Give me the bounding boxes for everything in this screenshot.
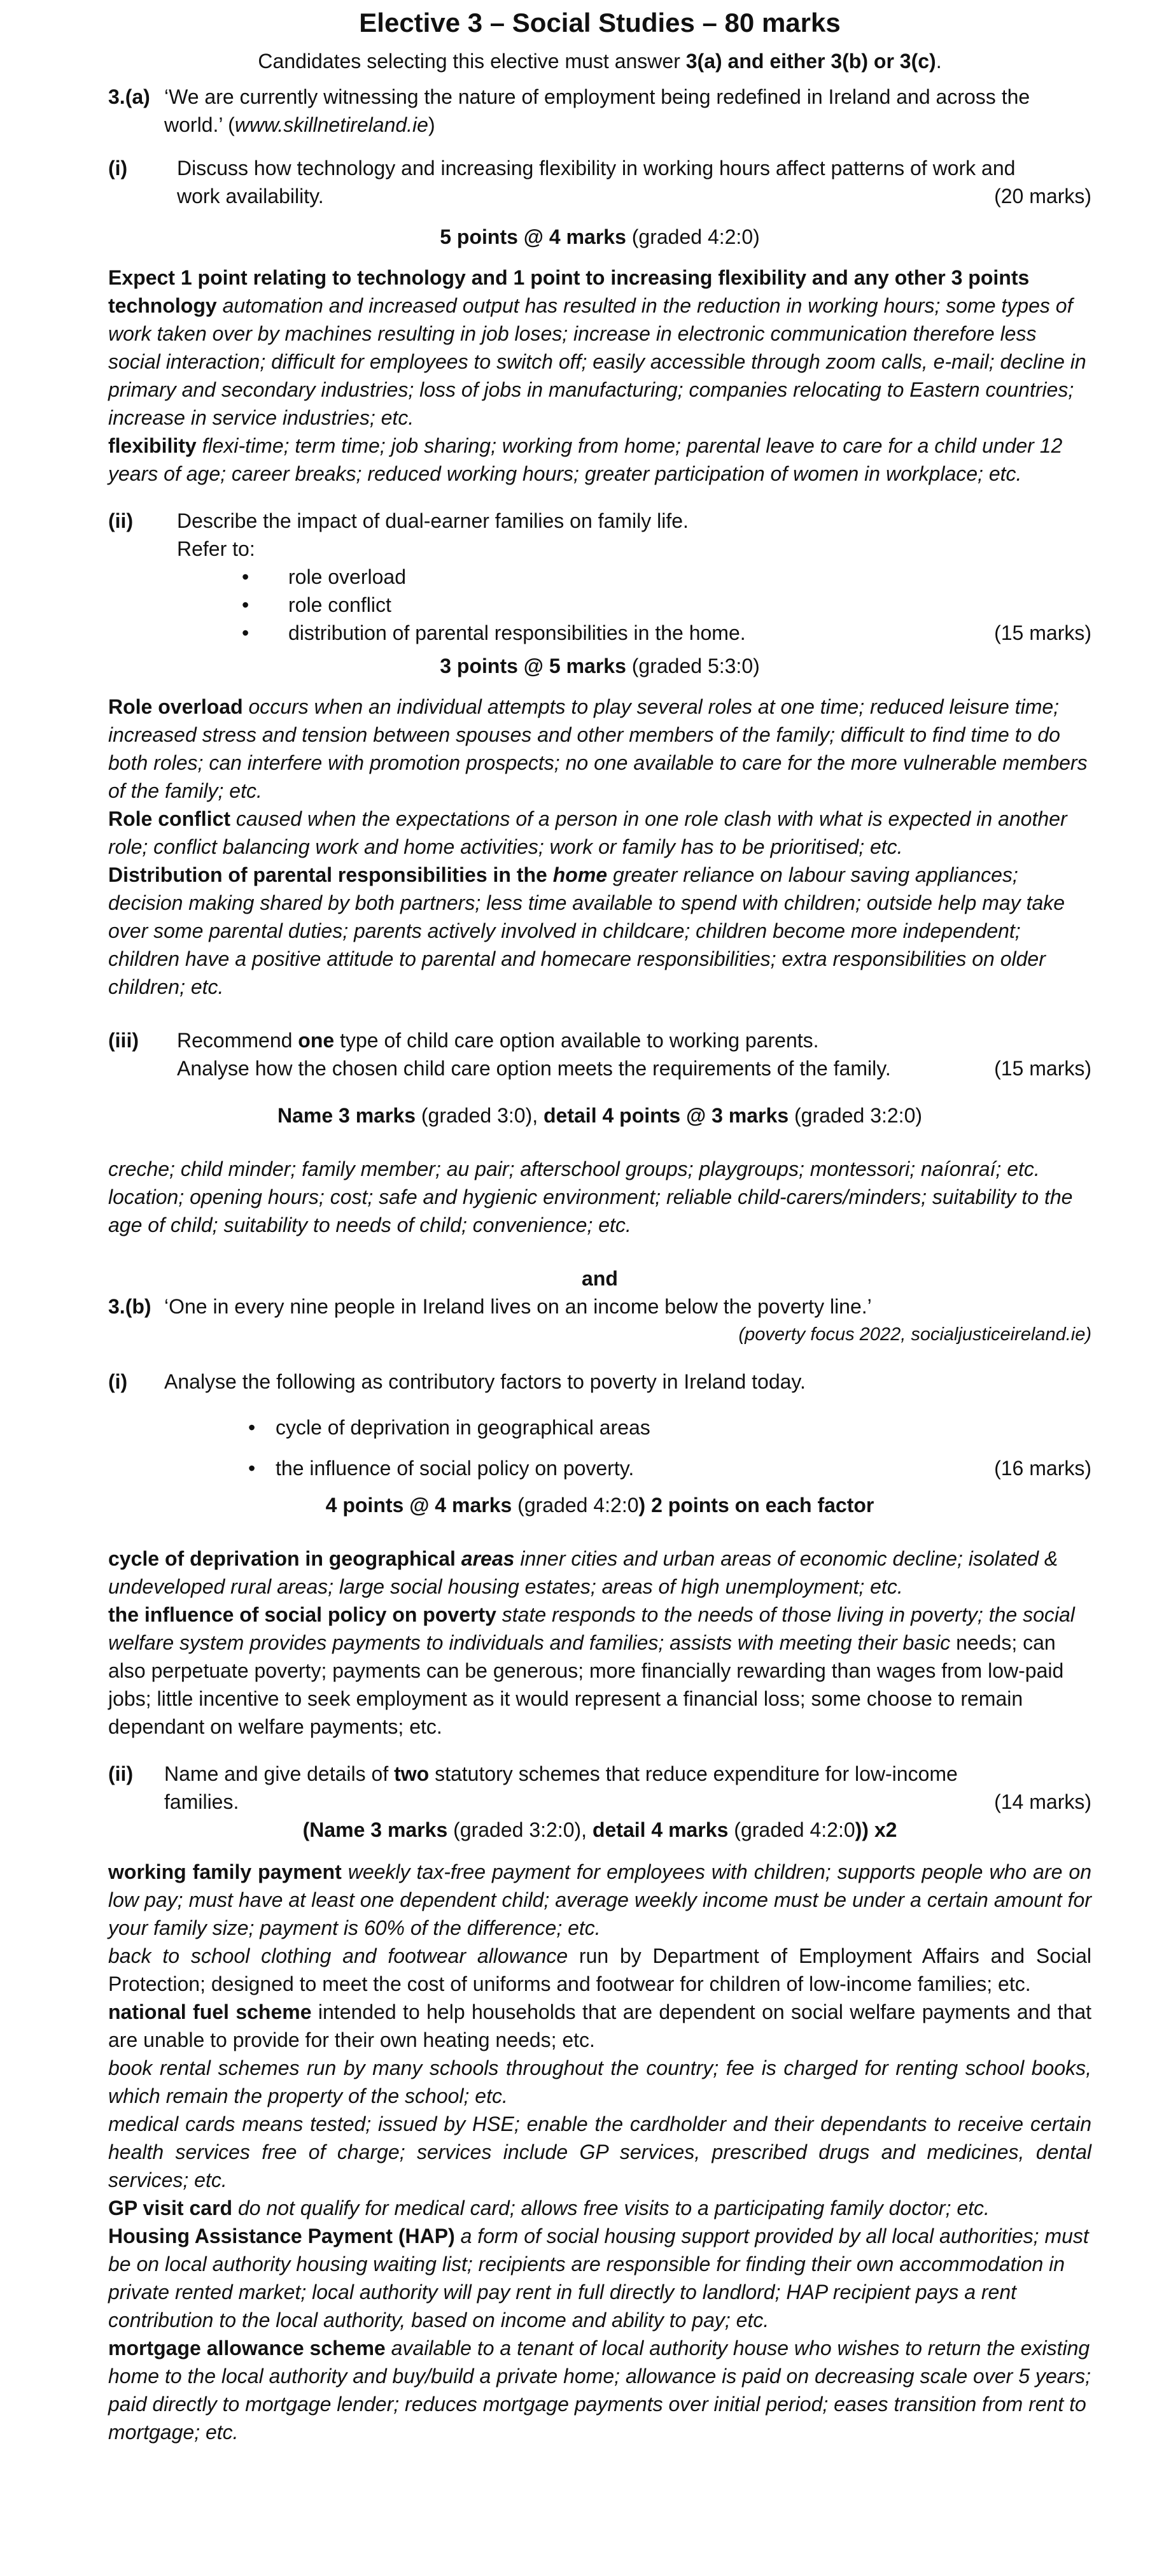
scheme-bold: detail 4 marks [592,1818,729,1841]
answer-label: Role conflict [108,807,231,830]
answer-label: Housing Assistance Payment (HAP) [108,2225,455,2247]
subquestion-text: Describe the impact of dual-earner families on family life. [177,509,689,532]
scheme-text: (graded 3:2:0) [789,1104,923,1127]
answer-technology [108,292,1091,432]
answer-childcare-options: creche; child minder; family member; au pair; afterschool groups; playgroups; montessori; naíonraí; etc. [108,1157,1040,1180]
question-3b-header [108,1292,1091,1320]
answer-label: national fuel scheme [108,2000,312,2023]
scheme-text: (graded 4:2:0 [512,1494,639,1517]
marking-scheme-line [108,1101,1091,1129]
marking-scheme-page [108,0,1091,2446]
statutory-schemes-answers [108,1858,1091,2194]
instruction-text: Candidates selecting this elective must answer [258,50,686,73]
answer-mortgage-allowance [108,2334,1091,2446]
subquestion-text [177,1026,1091,1054]
subquestion-refer: Refer to: [177,537,255,560]
answer-medical-cards: medical cards means tested; issued by HSE; enable the cardholder and their dependants to receive certain health services free of charge; services include GP services, prescribed drugs and medicines, dental services; etc. [108,2112,1091,2191]
marks-label: (15 marks) [994,1057,1091,1080]
marking-scheme-line [108,652,1091,680]
answer-text: a form of social housing support provided by all local authorities; must be on local authority housing waiting list; recipients are responsible for finding their own accommodation in private rented market; local authority will pay rent in full directly to landlord; HAP recipient pays a rent contribution to the local authority, based on income and ability to pay; etc. [108,2225,1089,2332]
answer-gp-visit-card [108,2194,1091,2222]
scheme-bold: detail 4 points @ 3 marks [543,1104,789,1127]
quote-text: ‘We are currently witnessing the nature of employment being redefined in Ireland and across the world.’ ( [164,85,1030,136]
scheme-bold: Name 3 marks [277,1104,416,1127]
answer-text: weekly tax-free payment for employees with children; supports people who are on low pay; must have at least one dependent child; average weekly income must be under a certain amount for your family size; payment is 60% of the difference; etc. [108,1860,1091,1939]
answer-label-italic: areas [461,1547,515,1570]
text-part: Name and give details of [164,1762,395,1785]
marks-label: (20 marks) [994,185,1091,208]
elective-instruction [108,47,1091,75]
answer-label: cycle of deprivation in geographical [108,1547,461,1570]
expectation-note: Expect 1 point relating to technology and 1 point to increasing flexibility and any other 3 points [108,266,1030,289]
answer-text: flexi-time; term time; job sharing; working from home; parental leave to care for a child under 12 years of age; career breaks; reduced working hours; greater participation of women in workplace; etc. [108,434,1063,485]
answer-text: greater reliance on labour saving appliances; decision making shared by both partners; less time available to spend with children; outside help may take over some parental duties; parents actively involved in childcare; children become more independent; children have a positive attitude to parental and homecare responsibilities; extra responsibilities on older children; etc. [108,863,1065,998]
instruction-bold: 3(a) and either 3(b) or 3(c) [685,50,936,73]
subquestion-number: (ii) [108,1762,134,1785]
scheme-text: (graded 4:2:0) [626,225,760,248]
subquestion-text-cont: families. [164,1790,239,1813]
and-separator: and [582,1267,618,1290]
answer-back-to-school [108,1942,1091,1998]
list-item: • cycle of deprivation in geographical areas [108,1413,1091,1441]
subquestion-number: (ii) [108,509,134,532]
list-item-text: • distribution of parental responsibilities in the home. [288,621,746,644]
list-item [108,1454,1091,1482]
text-bold: one [298,1029,335,1052]
question-3b-quote: ‘One in every nine people in Ireland lives on an income below the poverty line.’ [164,1295,872,1318]
answer-label: Distribution of parental responsibilities in the [108,863,553,886]
marking-scheme-line [108,1491,1091,1519]
scheme-bold: 5 points @ 4 marks [440,225,626,248]
answer-label: flexibility [108,434,197,457]
question-number: 3.(b) [108,1295,151,1318]
question-3b-i [108,1368,1091,1396]
answer-national-fuel-scheme [108,1998,1091,2054]
quote-source: (poverty focus 2022, socialjusticeireland.ie) [738,1324,1091,1345]
scheme-text: (graded 5:3:0) [626,655,760,677]
answer-working-family-payment [108,1858,1091,1942]
subquestion-text-cont: work availability. [177,185,324,208]
answer-text: caused when the expectations of a person in one role clash with what is expected in another role; conflict balancing work and home activities; work or family has to be prioritised; etc. [108,807,1067,858]
scheme-text: (graded 3:0), [416,1104,543,1127]
answer-text: inner cities and urban areas of economic decline; isolated & undeveloped rural areas; large social housing estates; areas of high unemployment; etc. [108,1547,1058,1598]
answer-distribution [108,861,1091,1001]
answer-label: working family payment [108,1860,342,1883]
answer-social-policy [108,1601,1091,1741]
answer-text: run by Department of Employment Affairs and Social Protection; designed to meet the cost of uniforms and footwear for children of low-income families; etc. [108,1944,1091,1995]
subquestion-text-cont: Analyse how the chosen child care option meets the requirements of the family. [177,1057,891,1080]
text-part: statutory schemes that reduce expenditure for low-income [429,1762,958,1785]
answer-text: intended to help households that are dependent on social welfare payments and that are unable to provide for their own heating needs; etc. [108,2000,1092,2051]
scheme-text: (graded 4:2:0 [728,1818,855,1841]
subquestion-number: (i) [108,157,128,180]
text-part: type of child care option available to working parents. [334,1029,819,1052]
subquestion-number: (iii) [108,1029,139,1052]
answer-label: the influence of social policy on poverty [108,1603,496,1626]
list-item: • role conflict [108,591,1091,619]
text-bold: two [394,1762,430,1785]
marks-label: (14 marks) [994,1790,1091,1813]
answer-cycle-deprivation [108,1545,1091,1601]
answer-text: occurs when an individual attempts to play several roles at one time; reduced leisure time; increased stress and tension between spouses and other members of the family; difficult to find time to do both roles; can interfere with promotion prospects; no one available to care for the more vulnerable members of the family; etc. [108,695,1088,802]
scheme-bold: 4 points @ 4 marks [325,1494,512,1517]
scheme-bold: ) 2 points on each factor [638,1494,874,1517]
question-number: 3.(a) [108,85,150,108]
answer-text: do not qualify for medical card; allows free visits to a participating family doctor; etc. [232,2197,990,2219]
answer-role-overload [108,693,1091,805]
list-item: • role overload [108,563,1091,591]
instruction-end: . [936,50,942,73]
question-3b-ii [108,1760,1091,1816]
answer-text-cont: needs; can also perpetuate poverty; payments can be generous; more financially rewarding than wages from low-paid jobs; little incentive to seek employment as it would represent a financial loss; some choose to remain dependant on welfare payments; etc. [108,1631,1064,1738]
question-3a-header [108,83,1091,139]
question-3a-ii [108,507,1091,563]
list-item [108,619,1091,647]
answer-label: Role overload [108,695,243,718]
refer-list [108,563,1091,647]
list-item-text: • the influence of social policy on poverty. [276,1457,635,1480]
answer-role-conflict [108,805,1091,861]
question-3a-quote [164,83,1091,139]
subquestion-text [164,1760,1091,1788]
factor-list [108,1413,1091,1482]
marking-scheme-line [108,223,1091,251]
scheme-bold: )) x2 [855,1818,897,1841]
scheme-text: (graded 3:2:0), [447,1818,593,1841]
answer-book-rental: book rental schemes run by many schools throughout the country; fee is charged for renting school books, which remain the property of the school; etc. [108,2056,1091,2107]
answer-text: automation and increased output has resulted in the reduction in working hours; some types of work taken over by machines resulting in job loses; increase in electronic communication therefore less social interaction; difficult for employees to switch off; easily accessible through zoom calls, e-mail; decline in primary and secondary industries; loss of jobs in manufacturing; companies relocating to Eastern countries; increase in service industries; etc. [108,294,1086,429]
answer-hap [108,2222,1091,2334]
answer-label: GP visit card [108,2197,233,2219]
question-3a-i [108,154,1091,210]
answer-childcare-requirements: location; opening hours; cost; safe and hygienic environment; reliable child-carers/minders; suitability to the age of child; suitability to needs of child; convenience; etc. [108,1185,1073,1236]
question-3a-iii [108,1026,1091,1082]
answer-flexibility [108,432,1091,488]
page-title: Elective 3 – Social Studies – 80 marks [359,8,841,38]
quote-source: www.skillnetireland.ie [234,113,428,136]
subquestion-text: Analyse the following as contributory factors to poverty in Ireland today. [164,1370,806,1393]
quote-source-close: ) [428,113,435,136]
subquestion-text: Discuss how technology and increasing flexibility in working hours affect patterns of work and [177,157,1016,180]
answer-label: mortgage allowance scheme [108,2337,386,2360]
answer-text: available to a tenant of local authority house who wishes to return the existing home to the local authority and buy/build a private home; allowance is paid on decreasing scale over 5 years; paid directly to mortgage lender; reduces mortgage payments over initial period; eases transition from rent to mortgage; etc. [108,2337,1091,2444]
answer-text: state responds to the needs of those living in poverty; the social welfare system provides payments to individuals and families; assists with meeting their basic [108,1603,1075,1654]
scheme-bold: (Name 3 marks [302,1818,448,1841]
marks-label: (16 marks) [994,1457,1091,1480]
marking-scheme-line [108,1816,1091,1844]
answer-label: technology [108,294,217,317]
text-part: Recommend [177,1029,298,1052]
scheme-bold: 3 points @ 5 marks [440,655,626,677]
subquestion-number: (i) [108,1370,128,1393]
answer-label: back to school clothing and footwear allowance [108,1944,568,1967]
answer-label-italic: home [552,863,608,886]
marks-label: (15 marks) [994,621,1091,644]
